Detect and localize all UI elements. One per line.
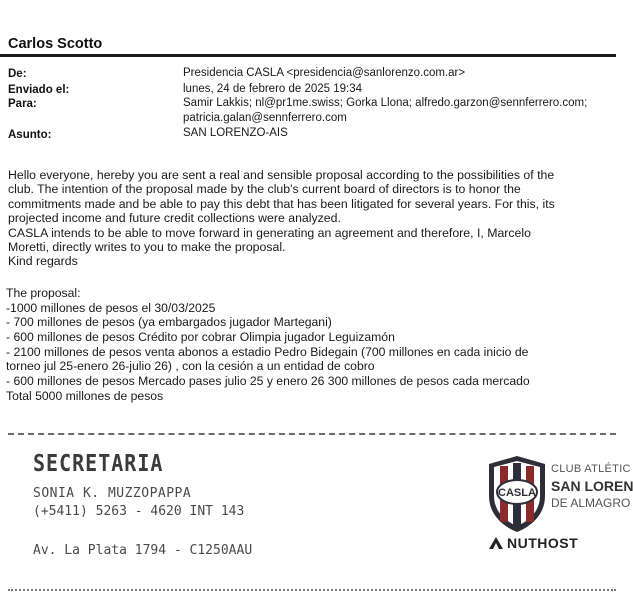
header-sent-value: lunes, 24 de febrero de 2025 19:34: [183, 83, 363, 95]
message-body: [8, 168, 608, 269]
proposal-line: - 2100 millones de pesos venta abonos a estadio Pedro Bidegain (700 millones en cada inicio de: [6, 344, 529, 359]
body-line: commitments made and be able to pay this debt that has been litigated for several years. For this, its: [8, 196, 555, 211]
club-name-line3: DE ALMAGRO: [551, 496, 631, 510]
stamp-name: SONIA K. MUZZOPAPPA: [33, 486, 192, 501]
body-line: Moretti, directly writes to you to make the proposal.: [8, 239, 286, 254]
crest-letters: CASLA: [498, 487, 536, 499]
club-name-line1: CLUB ATLÉTIC: [551, 463, 631, 475]
footer-separator-top: [8, 433, 616, 435]
proposal-line: Total 5000 millones de pesos: [6, 388, 164, 403]
proposal-block: [6, 286, 611, 404]
sender-name: Carlos Scotto: [8, 36, 103, 52]
proposal-line: - 600 millones de pesos Crédito por cobrar Olimpia jugador Leguizamón: [6, 330, 395, 345]
club-name-line2: SAN LOREN: [551, 478, 633, 494]
proposal-line: The proposal:: [6, 286, 81, 300]
stamp-address: Av. La Plata 1794 - C1250AAU: [33, 543, 253, 558]
header-sent-label: Enviado el:: [8, 84, 70, 96]
header-from-label: De:: [8, 68, 27, 80]
club-crest-icon: [486, 454, 548, 534]
header-to-label: Para:: [8, 98, 37, 110]
header-from-value: Presidencia CASLA <presidencia@sanlorenzo.com.ar>: [183, 67, 466, 79]
header-subject-label: Asunto:: [8, 129, 52, 141]
body-line: Kind regards: [8, 254, 78, 269]
header-to-value-cont: patricia.galan@sennferrero.com: [183, 112, 347, 124]
proposal-line: -1000 millones de pesos el 30/03/2025: [6, 300, 216, 315]
body-line: club. The intention of the proposal made by the club's current board of directors is to honor the: [8, 182, 521, 197]
header-to-value: Samir Lakkis; nl@pr1me.swiss; Gorka Llona; alfredo.garzon@sennferrero.com;: [183, 97, 588, 109]
body-line: Hello everyone, hereby you are sent a real and sensible proposal according to the possibilities of the: [8, 168, 555, 182]
proposal-line: - 700 millones de pesos (ya embargados jugador Martegani): [6, 315, 332, 330]
proposal-line: torneo jul 25-enero 26-julio 26) , con la cesión a un entidad de cobro: [6, 359, 375, 374]
stamp-title: SECRETARIA: [33, 449, 164, 477]
header-subject-value: SAN LORENZO-AIS: [183, 127, 288, 139]
footer-separator-bottom: [8, 589, 616, 591]
body-line: CASLA intends to be able to move forward in generating an agreement and therefore, I, Marcelo: [8, 225, 531, 240]
sponsor-name: NUTHOST: [507, 535, 579, 551]
sponsor-logo-icon: [488, 536, 504, 550]
header-divider: [0, 54, 616, 57]
body-line: projected income and future credit collections were analyzed.: [8, 211, 341, 226]
proposal-line: - 600 millones de pesos Mercado pases julio 25 y enero 26 300 millones de pesos cada mercado: [6, 374, 530, 389]
stamp-phone: (+5411) 5263 - 4620 INT 143: [33, 504, 245, 519]
